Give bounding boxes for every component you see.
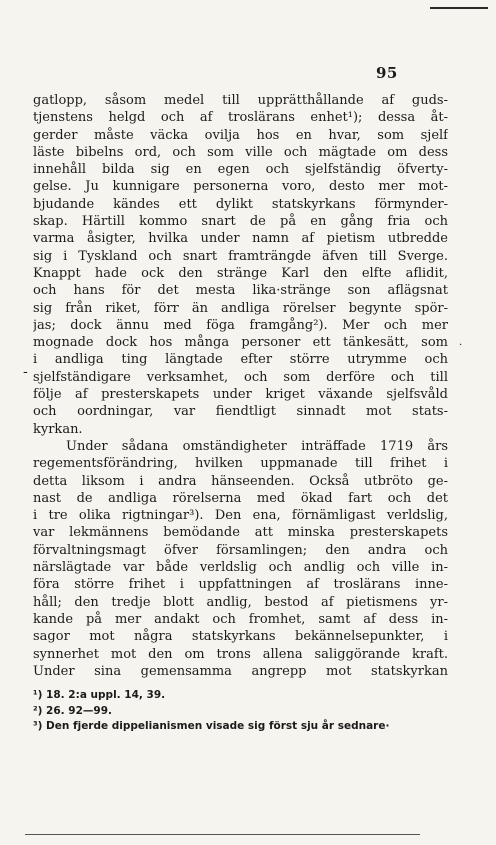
text-line: jas; dock ännu med föga framgång²). Mer och mer [33, 317, 448, 333]
text-line: sig i Tyskland och snart framträngde äfven till Sverge. [33, 248, 448, 264]
text-line: skap. Härtill kommo snart de på en gång fria och [33, 214, 448, 230]
text-line: detta liksom i andra hänseenden. Också utbröto ge- [33, 473, 448, 489]
page-number: 95 [376, 64, 398, 82]
text-line: gelse. Ju kunnigare personerna voro, desto mer mot- [33, 179, 448, 195]
text-line: i tre olika rigtningar³). Den ena, förnämligast verldslig, [33, 508, 448, 524]
text-line: mognade dock hos många personer ett tänkesätt, som [33, 335, 448, 351]
text-line: Knappt hade ock den stränge Karl den elfte aflidit, [33, 265, 448, 281]
text-line: kande på mer andakt och fromhet, samt af dess in- [33, 611, 448, 627]
footnotes [33, 688, 453, 735]
text-line: regementsförändring, hvilken uppmanade till frihet i [33, 456, 448, 472]
text-line: kyrkan. [33, 421, 83, 437]
text-line: sagor mot några statskyrkans bekännelsepunkter, i [33, 629, 448, 645]
margin-mark-right: · [459, 340, 463, 351]
text-line: och oordningar, var fiendtligt sinnadt mot stats- [33, 404, 448, 420]
footnote: ²) 26. 92—99. [33, 704, 113, 717]
text-line: läste bibelns ord, och som ville och mägtade om dess [33, 144, 448, 160]
text-line: var lekmännens bemödande att minska presterskapets [33, 525, 448, 541]
text-line: varma åsigter, hvilka under namn af pietism utbredde [33, 231, 448, 247]
body-text [33, 92, 448, 680]
text-line: nast de andliga rörelserna med ökad fart och det [33, 490, 448, 506]
text-line: gatlopp, såsom medel till upprätthållande af guds- [33, 93, 448, 108]
text-line: Under sådana omständigheter inträffade 1719 års [66, 438, 448, 454]
text-line: och hans för det mesta lika·stränge son aflägsnat [33, 283, 448, 299]
text-line: bjudande kändes ett dylikt statskyrkans förmynder- [33, 196, 448, 212]
text-line: föra större frihet i uppfattningen af troslärans inne- [33, 577, 448, 593]
bottom-rule [25, 834, 420, 835]
text-line: gerder måste väcka ovilja hos en hvar, som sjelf [33, 127, 448, 143]
text-line: synnerhet mot den om trons allena saliggörande kraft. [33, 646, 448, 662]
text-line: innehåll bilda sig en egen och sjelfständig öfverty- [33, 162, 448, 178]
footnote: ¹) 18. 2:a uppl. 14, 39. [33, 689, 166, 701]
text-line: sjelfständigare verksamhet, och som derföre och till [33, 369, 448, 385]
margin-mark-left: - [23, 364, 28, 380]
text-line: tjenstens helgd och af troslärans enhet¹); dessa åt- [33, 110, 448, 126]
text-line: i andliga ting längtade efter större utrymme och [33, 352, 448, 368]
text-line: följe af presterskapets under kriget växande sjelfsvåld [33, 387, 448, 403]
text-line: sig från riket, förr än andliga rörelser begynte spör- [33, 300, 448, 316]
text-line: närslägtade var både verldslig och andlig och ville in- [33, 560, 448, 576]
text-line: håll; den tredje blott andlig, bestod af pietismens yr- [33, 594, 448, 610]
text-line: förvaltningsmagt öfver församlingen; den andra och [33, 542, 448, 558]
text-line: Under sina gemensamma angrepp mot statskyrkan [33, 663, 448, 679]
footnote: ³) Den fjerde dippelianismen visade sig först sju år sednare· [33, 720, 390, 732]
top-rule [430, 7, 488, 9]
